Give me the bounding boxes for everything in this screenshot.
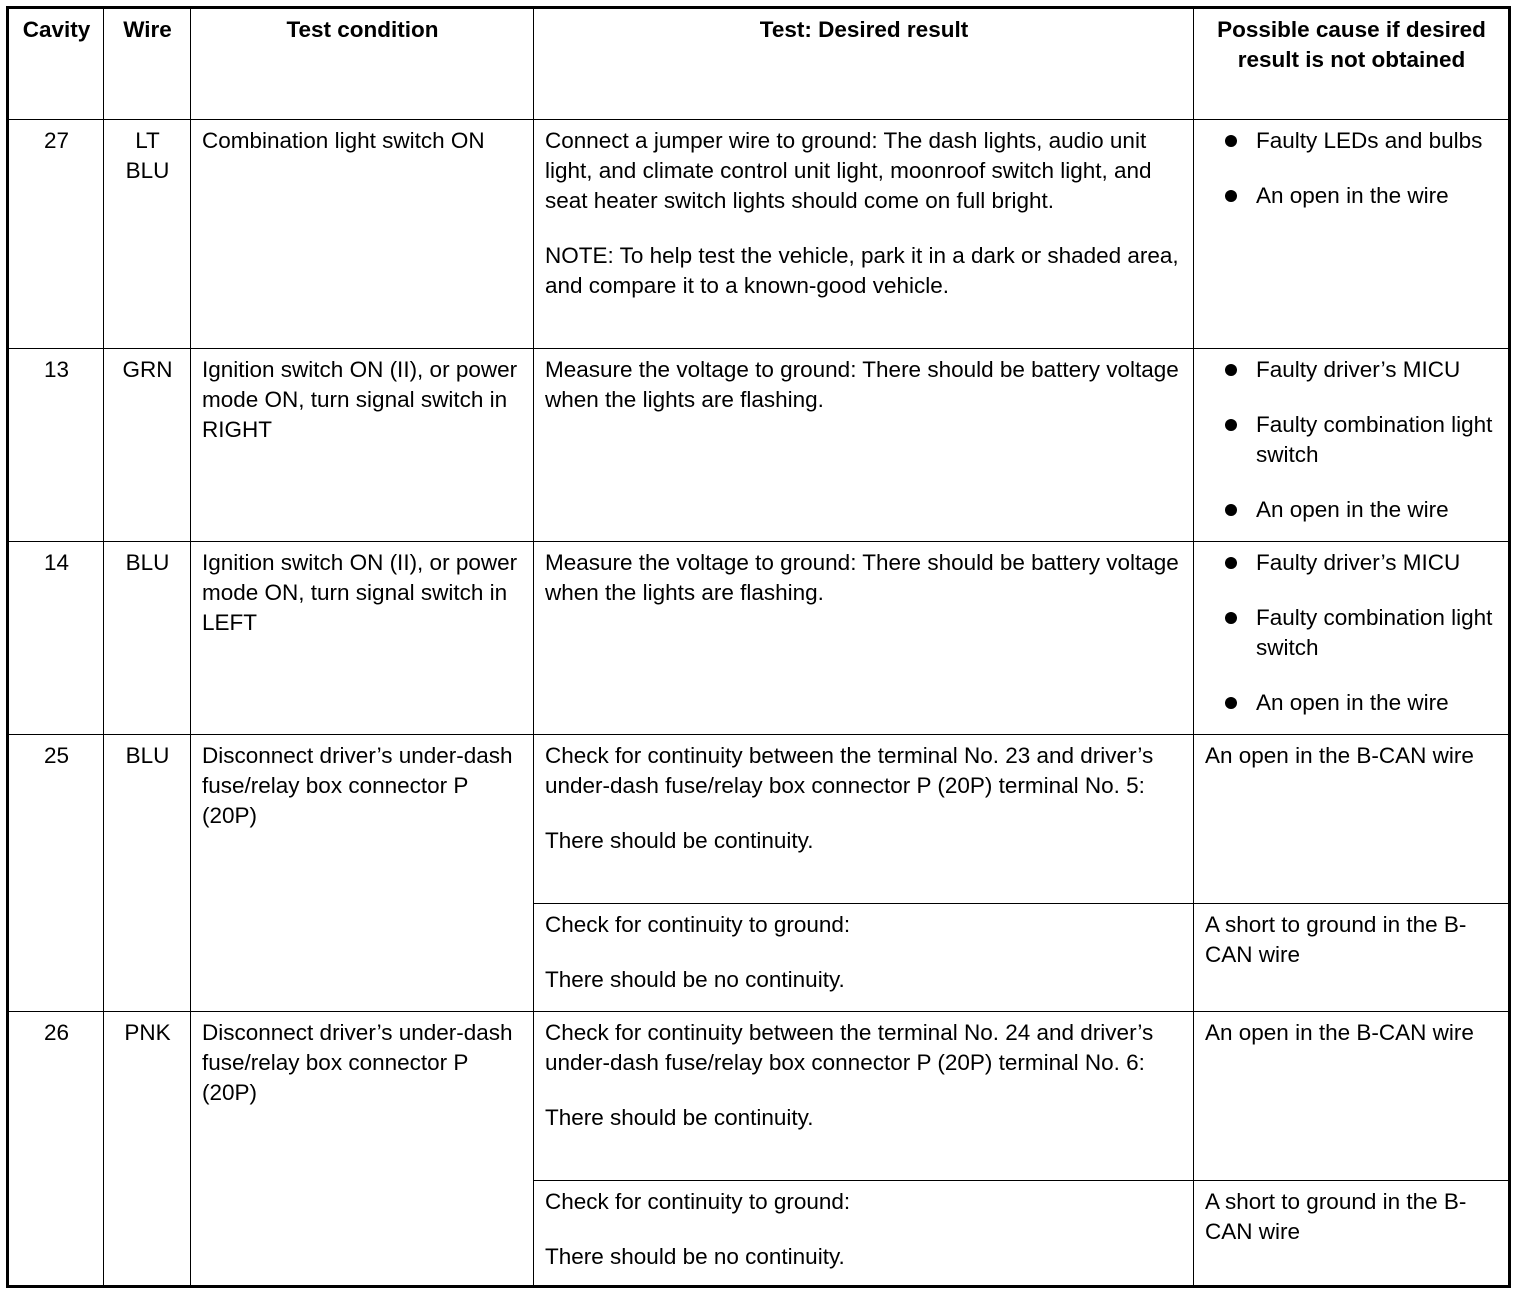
wire-cell: PNK <box>104 1012 191 1287</box>
result-text: Check for continuity between the terminal No. 24 and driver’s under-dash fuse/relay box connector P (20P) terminal No. 6: <box>545 1020 1154 1075</box>
wire-cell: BLU <box>104 542 191 735</box>
desired-result-cell: Measure the voltage to ground: There should be battery voltage when the lights are flashing. <box>534 349 1194 542</box>
wire-cell <box>104 120 191 349</box>
desired-result-cell <box>534 904 1194 1012</box>
result-text: There should be no continuity. <box>545 967 845 992</box>
wire-color-line: LT <box>135 128 160 153</box>
cause-item: An open in the wire <box>1256 495 1498 525</box>
header-row <box>8 8 1510 120</box>
table-row <box>8 120 1510 349</box>
possible-cause-cell: An open in the B-CAN wire <box>1194 1012 1510 1181</box>
cavity-cell: 25 <box>8 735 104 1012</box>
test-condition-cell: Ignition switch ON (II), or power mode ON, turn signal switch in RIGHT <box>191 349 534 542</box>
possible-cause-cell: A short to ground in the B-CAN wire <box>1194 1181 1510 1287</box>
desired-result-cell <box>534 1181 1194 1287</box>
table-row <box>8 735 1510 904</box>
desired-result-cell: Measure the voltage to ground: There should be battery voltage when the lights are flashing. <box>534 542 1194 735</box>
possible-cause-cell <box>1194 120 1510 349</box>
wire-cell: BLU <box>104 735 191 1012</box>
result-text: There should be no continuity. <box>545 1244 845 1269</box>
header-desired-result: Test: Desired result <box>534 8 1194 120</box>
desired-result-cell <box>534 735 1194 904</box>
desired-result-cell <box>534 120 1194 349</box>
table-row <box>8 542 1510 735</box>
result-text: Connect a jumper wire to ground: The dash lights, audio unit light, and climate control unit light, moonroof switch light, and seat heater switch lights should come on full bright. <box>545 128 1152 213</box>
possible-cause-cell <box>1194 349 1510 542</box>
cause-item: Faulty combination light switch <box>1256 410 1498 470</box>
cause-list <box>1205 355 1498 525</box>
result-text: There should be continuity. <box>545 828 814 853</box>
header-test-condition: Test condition <box>191 8 534 120</box>
cause-item: An open in the wire <box>1256 181 1498 211</box>
cause-item: An open in the wire <box>1256 688 1498 718</box>
header-wire: Wire <box>104 8 191 120</box>
header-cavity: Cavity <box>8 8 104 120</box>
cause-item: Faulty driver’s MICU <box>1256 548 1498 578</box>
cavity-cell: 26 <box>8 1012 104 1287</box>
cavity-cell: 13 <box>8 349 104 542</box>
wire-cell: GRN <box>104 349 191 542</box>
result-text: Check for continuity to ground: <box>545 1189 851 1214</box>
result-text: Check for continuity to ground: <box>545 912 851 937</box>
desired-result-cell <box>534 1012 1194 1181</box>
test-condition-cell: Disconnect driver’s under-dash fuse/relay box connector P (20P) <box>191 1012 534 1287</box>
cavity-cell: 14 <box>8 542 104 735</box>
table-row <box>8 1012 1510 1181</box>
diagnostic-table <box>6 6 1511 1288</box>
cause-item: Faulty combination light switch <box>1256 603 1498 663</box>
cause-item: Faulty driver’s MICU <box>1256 355 1498 385</box>
test-condition-cell: Ignition switch ON (II), or power mode ON, turn signal switch in LEFT <box>191 542 534 735</box>
possible-cause-cell: A short to ground in the B-CAN wire <box>1194 904 1510 1012</box>
wire-color-line: BLU <box>125 158 170 183</box>
cavity-cell: 27 <box>8 120 104 349</box>
table-row <box>8 349 1510 542</box>
cause-list <box>1205 126 1498 211</box>
possible-cause-cell: An open in the B-CAN wire <box>1194 735 1510 904</box>
test-condition-cell: Disconnect driver’s under-dash fuse/relay box connector P (20P) <box>191 735 534 1012</box>
result-text: Check for continuity between the terminal No. 23 and driver’s under-dash fuse/relay box connector P (20P) terminal No. 5: <box>545 743 1154 798</box>
possible-cause-cell <box>1194 542 1510 735</box>
result-text: There should be continuity. <box>545 1105 814 1130</box>
header-possible-cause: Possible cause if desired result is not obtained <box>1194 8 1510 120</box>
cause-list <box>1205 548 1498 718</box>
result-note: NOTE: To help test the vehicle, park it in a dark or shaded area, and compare it to a known-good vehicle. <box>545 243 1179 298</box>
test-condition-cell: Combination light switch ON <box>191 120 534 349</box>
cause-item: Faulty LEDs and bulbs <box>1256 126 1498 156</box>
